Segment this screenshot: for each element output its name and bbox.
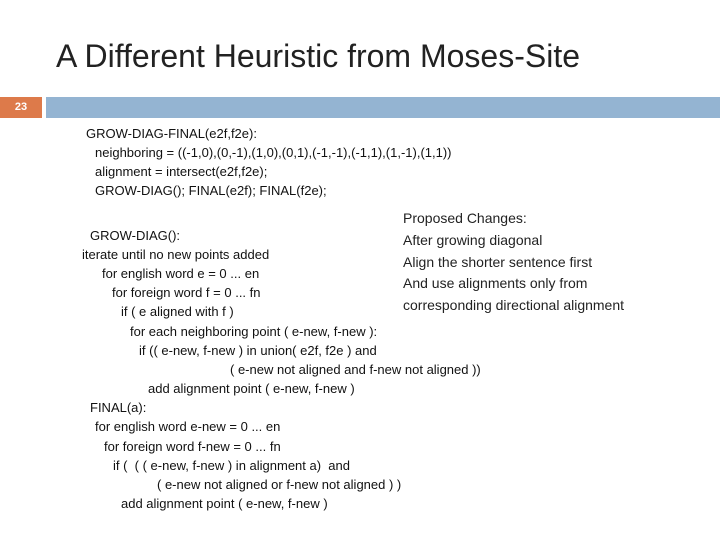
code-line: GROW-DIAG-FINAL(e2f,f2e): [86, 126, 257, 141]
proposed-line: Align the shorter sentence first [403, 254, 593, 270]
proposed-line: corresponding directional alignment [403, 297, 625, 313]
slide-number: 23 [0, 97, 42, 118]
slide-title: A Different Heuristic from Moses-Site [56, 38, 581, 74]
code-line: add alignment point ( e-new, f-new ) [148, 381, 355, 396]
code-line: FINAL(a): [90, 400, 147, 415]
code-line: add alignment point ( e-new, f-new ) [121, 496, 328, 511]
code-line: for foreign word f-new = 0 ... fn [104, 439, 281, 454]
code-line: alignment = intersect(e2f,f2e); [95, 164, 268, 179]
proposed-line: After growing diagonal [403, 232, 543, 248]
code-line: ( e-new not aligned and f-new not aligned )) [230, 362, 481, 377]
code-line: if ( e aligned with f ) [121, 304, 234, 319]
code-line: for foreign word f = 0 ... fn [112, 285, 261, 300]
code-line: GROW-DIAG(): [90, 228, 181, 243]
code-line: neighboring = ((-1,0),(0,-1),(1,0),(0,1),(-1,-1),(-1,1),(1,-1),(1,1)) [95, 145, 452, 160]
code-line: for english word e = 0 ... en [102, 266, 260, 281]
code-line: if (( e-new, f-new ) in union( e2f, f2e ) and [139, 343, 377, 358]
header-bar [46, 97, 720, 118]
code-line: if ( ( ( e-new, f-new ) in alignment a) and [113, 458, 350, 473]
code-line: iterate until no new points added [82, 247, 270, 262]
code-line: GROW-DIAG(); FINAL(e2f); FINAL(f2e); [95, 183, 327, 198]
code-line: for each neighboring point ( e-new, f-new ): [130, 324, 378, 339]
code-line: ( e-new not aligned or f-new not aligned ) ) [157, 477, 402, 492]
code-line: for english word e-new = 0 ... en [95, 419, 281, 434]
proposed-heading: Proposed Changes: [403, 210, 527, 226]
proposed-line: And use alignments only from [403, 275, 588, 291]
